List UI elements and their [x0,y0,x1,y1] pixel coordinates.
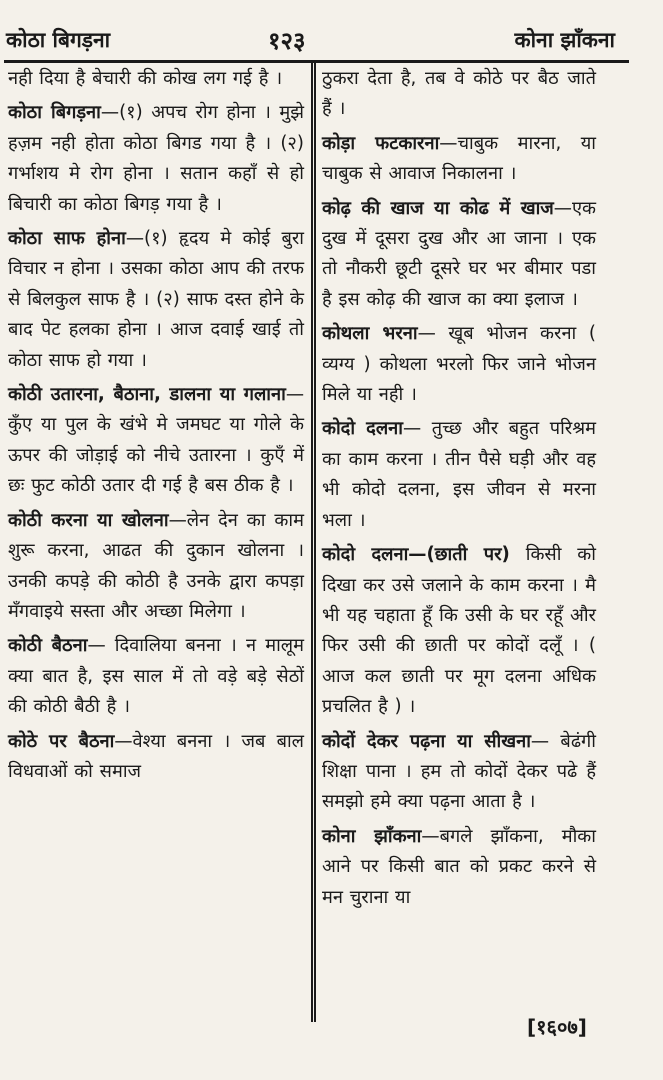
signature-code: [१६०७] [527,1015,587,1039]
entry-definition: — तुच्छ और बहुत परिश्रम का काम करना । तीन पैसे घड़ी और वह भी कोदो दलना, इस जीवन से मरना भला । [322,418,596,531]
entry-definition: — दिवालिया बनना । न मालूम क्या बात है, इस साल में तो वड़े बड़े सेठों की कोठी बैठी है । [8,635,305,718]
entry-headword: कोढ़ की खाज या कोढ में खाज [322,197,554,219]
entry-definition: —कुँए या पुल के खंभे मे जमघट या गोले के ऊपर की जोड़ाई को नीचे उतारना । कुएँ में छः फुट कोठी उतार दी गई है बस ठीक है । [8,384,304,497]
dictionary-entry [322,822,596,913]
page-number: १२३ [268,27,306,55]
entry-definition: —बगले झाँकना, मौका आने पर किसी बात को प्रकट करने से मन चुराना या [322,825,596,908]
right-column [322,64,596,913]
entry-headword: कोठे पर बैठना [8,730,115,752]
entry-headword: कोठी उतारना, बैठाना, डालना या गलाना [8,384,286,406]
entry-definition: — खूब भोजन करना ( व्यग्य ) कोथला भरलो फिर जाने भोजन मिले या नही । [322,323,596,406]
entry-definition: —वेश्या बनना । जब बाल विधवाओं को समाज [8,730,304,782]
entry-headword: कोदों देकर पढ़ना या सीखना [322,730,531,752]
dictionary-entry [8,98,304,220]
dictionary-entry [8,631,304,722]
dictionary-entry: ठुकरा देता है, तब वे कोठे पर बैठ जाते हैं । [322,68,596,120]
dictionary-entry [8,224,304,376]
dictionary-entry [8,727,304,788]
header-rule [4,60,629,63]
entry-headword: कोठा बिगड़ना [8,102,101,124]
entry-headword: कोड़ा फटकारना [322,132,440,154]
dictionary-entry [322,194,596,316]
entry-headword: कोठा साफ होना [8,228,126,250]
dictionary-entry [322,129,596,190]
dictionary-entry: नही दिया है बेचारी की कोख लग गई है । [8,68,283,89]
dictionary-entry [322,727,596,818]
entry-definition: —चाबुक मारना, या चाबुक से आवाज निकालना । [322,132,596,185]
entry-definition: —(१) अपच रोग होना । मुझे हज़म नही होता कोठा बिगड गया है । (२) गर्भाशय मे रोग होना । सतान कहाँ से हो बिचारी का कोठा बिगड़ गया है । [8,102,304,215]
header-right-headword: कोना झाँकना [514,28,615,52]
entry-headword: कोठी बैठना [8,635,88,657]
dictionary-entry [8,506,304,628]
entry-definition: —एक दुख में दूसरा दुख और आ जाना । एक तो नौकरी छूटी दूसरे घर भर बीमार पडा है इस कोढ़ की खाज का क्या इलाज । [322,197,596,310]
entry-headword: कोदो दलना—(छाती पर) [322,544,510,566]
dictionary-entry [322,540,596,722]
entry-headword: कोदो दलना [322,418,403,440]
entry-definition: —(१) हृदय मे कोई बुरा विचार न होना । उसका कोठा आप की तरफ से बिलकुल साफ है । (२) साफ दस्त होने के बाद पेट हलका होना । आज दवाई खाई तो कोठा साफ हो गया । [8,228,304,371]
entry-definition: —लेन देन का काम शुरू करना, आढत की दुकान खोलना । उनकी कपड़े की कोठी है उनके द्वारा कपड़ा मँगवाइये सस्ता और अच्छा मिलेगा । [8,509,304,622]
dictionary-entry [322,414,596,536]
header-left-headword: कोठा बिगड़ना [6,28,111,52]
dictionary-entry [322,319,596,410]
left-column [8,64,304,787]
entry-headword: कोथला भरना [322,323,418,345]
column-divider [311,62,316,1022]
entry-definition: — बेढंगी शिक्षा पाना । हम तो कोदों देकर पढे हैं समझो हमे क्या पढ़ना आता है । [322,730,597,813]
entry-definition: किसी को दिखा कर उसे जलाने के काम करना । मै भी यह चहाता हूँ कि उसी के घर रहूँ और फिर उसी की छाती पर कोदों दलूँ । ( आज कल छाती पर मूग दलना अधिक प्रचलित है ) । [322,544,596,718]
dictionary-entry [8,380,304,502]
running-header [0,22,663,62]
entry-headword: कोठी करना या खोलना [8,509,169,531]
entry-headword: कोना झाँकना [322,825,422,847]
